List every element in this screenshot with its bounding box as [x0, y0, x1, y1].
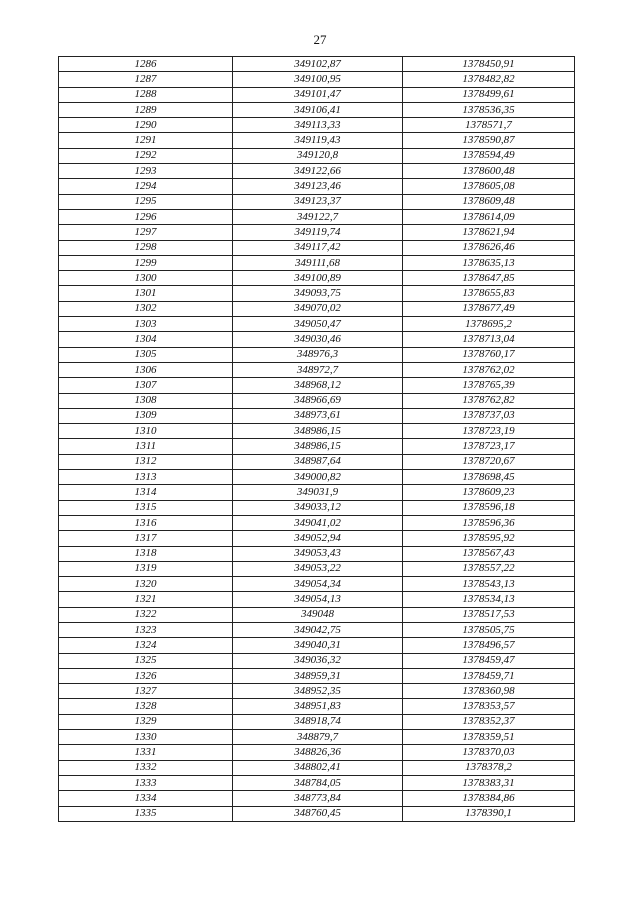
point-number-cell: 1317 — [59, 531, 233, 546]
x-coordinate-cell: 349036,32 — [233, 653, 403, 668]
x-coordinate-cell: 349054,13 — [233, 592, 403, 607]
point-number-cell: 1330 — [59, 730, 233, 745]
x-coordinate-cell: 349101,47 — [233, 87, 403, 102]
point-number-cell: 1289 — [59, 102, 233, 117]
point-number-cell: 1307 — [59, 378, 233, 393]
table-row — [59, 286, 575, 301]
y-coordinate-cell: 1378762,02 — [403, 362, 575, 377]
point-number-cell: 1305 — [59, 347, 233, 362]
table-row — [59, 317, 575, 332]
x-coordinate-cell: 348773,84 — [233, 791, 403, 806]
x-coordinate-cell: 349113,33 — [233, 118, 403, 133]
point-number-cell: 1323 — [59, 622, 233, 637]
table-row — [59, 225, 575, 240]
point-number-cell: 1301 — [59, 286, 233, 301]
y-coordinate-cell: 1378762,82 — [403, 393, 575, 408]
point-number-cell: 1331 — [59, 745, 233, 760]
x-coordinate-cell: 348760,45 — [233, 806, 403, 821]
point-number-cell: 1325 — [59, 653, 233, 668]
table-row — [59, 760, 575, 775]
point-number-cell: 1335 — [59, 806, 233, 821]
x-coordinate-cell: 349100,95 — [233, 72, 403, 87]
y-coordinate-cell: 1378723,17 — [403, 439, 575, 454]
x-coordinate-cell: 349123,37 — [233, 194, 403, 209]
y-coordinate-cell: 1378765,39 — [403, 378, 575, 393]
x-coordinate-cell: 348987,64 — [233, 454, 403, 469]
y-coordinate-cell: 1378723,19 — [403, 424, 575, 439]
table-row — [59, 622, 575, 637]
point-number-cell: 1310 — [59, 424, 233, 439]
point-number-cell: 1314 — [59, 485, 233, 500]
x-coordinate-cell: 349111,68 — [233, 255, 403, 270]
y-coordinate-cell: 1378720,67 — [403, 454, 575, 469]
y-coordinate-cell: 1378353,57 — [403, 699, 575, 714]
x-coordinate-cell: 349042,75 — [233, 622, 403, 637]
x-coordinate-cell: 349000,82 — [233, 470, 403, 485]
y-coordinate-cell: 1378600,48 — [403, 164, 575, 179]
table-row — [59, 332, 575, 347]
y-coordinate-cell: 1378595,92 — [403, 531, 575, 546]
y-coordinate-cell: 1378390,1 — [403, 806, 575, 821]
y-coordinate-cell: 1378352,37 — [403, 714, 575, 729]
x-coordinate-cell: 349117,42 — [233, 240, 403, 255]
point-number-cell: 1298 — [59, 240, 233, 255]
y-coordinate-cell: 1378543,13 — [403, 577, 575, 592]
table-row — [59, 485, 575, 500]
x-coordinate-cell: 349119,43 — [233, 133, 403, 148]
y-coordinate-cell: 1378621,94 — [403, 225, 575, 240]
y-coordinate-cell: 1378647,85 — [403, 271, 575, 286]
x-coordinate-cell: 348952,35 — [233, 684, 403, 699]
table-row — [59, 164, 575, 179]
x-coordinate-cell: 349031,9 — [233, 485, 403, 500]
x-coordinate-cell: 348918,74 — [233, 714, 403, 729]
y-coordinate-cell: 1378609,23 — [403, 485, 575, 500]
x-coordinate-cell: 348968,12 — [233, 378, 403, 393]
x-coordinate-cell: 349054,34 — [233, 577, 403, 592]
x-coordinate-cell: 349052,94 — [233, 531, 403, 546]
table-row — [59, 194, 575, 209]
y-coordinate-cell: 1378505,75 — [403, 622, 575, 637]
point-number-cell: 1334 — [59, 791, 233, 806]
point-number-cell: 1327 — [59, 684, 233, 699]
table-row — [59, 255, 575, 270]
y-coordinate-cell: 1378605,08 — [403, 179, 575, 194]
y-coordinate-cell: 1378626,46 — [403, 240, 575, 255]
table-row — [59, 561, 575, 576]
table-row — [59, 531, 575, 546]
table-row — [59, 179, 575, 194]
x-coordinate-cell: 349093,75 — [233, 286, 403, 301]
point-number-cell: 1288 — [59, 87, 233, 102]
x-coordinate-cell: 349048 — [233, 607, 403, 622]
x-coordinate-cell: 349100,89 — [233, 271, 403, 286]
y-coordinate-cell: 1378614,09 — [403, 209, 575, 224]
point-number-cell: 1291 — [59, 133, 233, 148]
x-coordinate-cell: 349030,46 — [233, 332, 403, 347]
table-row — [59, 378, 575, 393]
point-number-cell: 1287 — [59, 72, 233, 87]
y-coordinate-cell: 1378534,13 — [403, 592, 575, 607]
point-number-cell: 1297 — [59, 225, 233, 240]
point-number-cell: 1313 — [59, 470, 233, 485]
table-row — [59, 362, 575, 377]
table-row — [59, 72, 575, 87]
y-coordinate-cell: 1378695,2 — [403, 317, 575, 332]
x-coordinate-cell: 348986,15 — [233, 439, 403, 454]
x-coordinate-cell: 348973,61 — [233, 408, 403, 423]
table-row — [59, 714, 575, 729]
table-row — [59, 102, 575, 117]
y-coordinate-cell: 1378384,86 — [403, 791, 575, 806]
x-coordinate-cell: 348986,15 — [233, 424, 403, 439]
table-row — [59, 775, 575, 790]
table-row — [59, 240, 575, 255]
table-row — [59, 546, 575, 561]
y-coordinate-cell: 1378499,61 — [403, 87, 575, 102]
table-row — [59, 271, 575, 286]
table-row — [59, 745, 575, 760]
table-row — [59, 118, 575, 133]
table-row — [59, 393, 575, 408]
point-number-cell: 1328 — [59, 699, 233, 714]
x-coordinate-cell: 348951,83 — [233, 699, 403, 714]
x-coordinate-cell: 349053,43 — [233, 546, 403, 561]
point-number-cell: 1295 — [59, 194, 233, 209]
x-coordinate-cell: 348972,7 — [233, 362, 403, 377]
x-coordinate-cell: 349040,31 — [233, 638, 403, 653]
x-coordinate-cell: 348826,36 — [233, 745, 403, 760]
point-number-cell: 1303 — [59, 317, 233, 332]
y-coordinate-cell: 1378459,47 — [403, 653, 575, 668]
point-number-cell: 1311 — [59, 439, 233, 454]
y-coordinate-cell: 1378655,83 — [403, 286, 575, 301]
table-row — [59, 470, 575, 485]
x-coordinate-cell: 349122,66 — [233, 164, 403, 179]
coordinates-table — [58, 56, 575, 822]
table-row — [59, 577, 575, 592]
x-coordinate-cell: 349050,47 — [233, 317, 403, 332]
table-row — [59, 668, 575, 683]
point-number-cell: 1296 — [59, 209, 233, 224]
point-number-cell: 1293 — [59, 164, 233, 179]
table-row — [59, 301, 575, 316]
x-coordinate-cell: 348784,05 — [233, 775, 403, 790]
table-row — [59, 408, 575, 423]
x-coordinate-cell: 348959,31 — [233, 668, 403, 683]
y-coordinate-cell: 1378360,98 — [403, 684, 575, 699]
table-row — [59, 347, 575, 362]
x-coordinate-cell: 349053,22 — [233, 561, 403, 576]
x-coordinate-cell: 348966,69 — [233, 393, 403, 408]
x-coordinate-cell: 348802,41 — [233, 760, 403, 775]
x-coordinate-cell: 349033,12 — [233, 500, 403, 515]
y-coordinate-cell: 1378590,87 — [403, 133, 575, 148]
point-number-cell: 1290 — [59, 118, 233, 133]
x-coordinate-cell: 349041,02 — [233, 515, 403, 530]
y-coordinate-cell: 1378517,53 — [403, 607, 575, 622]
x-coordinate-cell: 348976,3 — [233, 347, 403, 362]
point-number-cell: 1300 — [59, 271, 233, 286]
table-row — [59, 515, 575, 530]
table-row — [59, 209, 575, 224]
x-coordinate-cell: 349070,02 — [233, 301, 403, 316]
point-number-cell: 1299 — [59, 255, 233, 270]
coordinates-table-body — [59, 57, 575, 822]
table-row — [59, 791, 575, 806]
table-row — [59, 57, 575, 72]
point-number-cell: 1316 — [59, 515, 233, 530]
y-coordinate-cell: 1378760,17 — [403, 347, 575, 362]
point-number-cell: 1318 — [59, 546, 233, 561]
y-coordinate-cell: 1378698,45 — [403, 470, 575, 485]
y-coordinate-cell: 1378635,13 — [403, 255, 575, 270]
point-number-cell: 1321 — [59, 592, 233, 607]
point-number-cell: 1332 — [59, 760, 233, 775]
page-number: 27 — [313, 32, 327, 47]
table-row — [59, 87, 575, 102]
point-number-cell: 1292 — [59, 148, 233, 163]
point-number-cell: 1304 — [59, 332, 233, 347]
point-number-cell: 1294 — [59, 179, 233, 194]
y-coordinate-cell: 1378378,2 — [403, 760, 575, 775]
table-row — [59, 684, 575, 699]
table-row — [59, 500, 575, 515]
point-number-cell: 1326 — [59, 668, 233, 683]
point-number-cell: 1312 — [59, 454, 233, 469]
point-number-cell: 1309 — [59, 408, 233, 423]
x-coordinate-cell: 349106,41 — [233, 102, 403, 117]
table-row — [59, 133, 575, 148]
point-number-cell: 1329 — [59, 714, 233, 729]
table-row — [59, 806, 575, 821]
table-row — [59, 607, 575, 622]
point-number-cell: 1319 — [59, 561, 233, 576]
x-coordinate-cell: 348879,7 — [233, 730, 403, 745]
x-coordinate-cell: 349119,74 — [233, 225, 403, 240]
y-coordinate-cell: 1378737,03 — [403, 408, 575, 423]
x-coordinate-cell: 349120,8 — [233, 148, 403, 163]
point-number-cell: 1322 — [59, 607, 233, 622]
y-coordinate-cell: 1378713,04 — [403, 332, 575, 347]
y-coordinate-cell: 1378609,48 — [403, 194, 575, 209]
y-coordinate-cell: 1378557,22 — [403, 561, 575, 576]
y-coordinate-cell: 1378594,49 — [403, 148, 575, 163]
y-coordinate-cell: 1378571,7 — [403, 118, 575, 133]
y-coordinate-cell: 1378677,49 — [403, 301, 575, 316]
y-coordinate-cell: 1378482,82 — [403, 72, 575, 87]
table-row — [59, 730, 575, 745]
y-coordinate-cell: 1378450,91 — [403, 57, 575, 72]
table-row — [59, 424, 575, 439]
x-coordinate-cell: 349102,87 — [233, 57, 403, 72]
y-coordinate-cell: 1378596,18 — [403, 500, 575, 515]
y-coordinate-cell: 1378370,03 — [403, 745, 575, 760]
point-number-cell: 1315 — [59, 500, 233, 515]
y-coordinate-cell: 1378496,57 — [403, 638, 575, 653]
x-coordinate-cell: 349123,46 — [233, 179, 403, 194]
table-row — [59, 653, 575, 668]
table-row — [59, 638, 575, 653]
point-number-cell: 1320 — [59, 577, 233, 592]
point-number-cell: 1333 — [59, 775, 233, 790]
point-number-cell: 1302 — [59, 301, 233, 316]
y-coordinate-cell: 1378459,71 — [403, 668, 575, 683]
y-coordinate-cell: 1378383,31 — [403, 775, 575, 790]
y-coordinate-cell: 1378596,36 — [403, 515, 575, 530]
x-coordinate-cell: 349122,7 — [233, 209, 403, 224]
point-number-cell: 1306 — [59, 362, 233, 377]
table-row — [59, 454, 575, 469]
table-row — [59, 592, 575, 607]
y-coordinate-cell: 1378359,51 — [403, 730, 575, 745]
table-row — [59, 439, 575, 454]
table-row — [59, 699, 575, 714]
table-row — [59, 148, 575, 163]
point-number-cell: 1308 — [59, 393, 233, 408]
point-number-cell: 1324 — [59, 638, 233, 653]
y-coordinate-cell: 1378567,43 — [403, 546, 575, 561]
point-number-cell: 1286 — [59, 57, 233, 72]
y-coordinate-cell: 1378536,35 — [403, 102, 575, 117]
